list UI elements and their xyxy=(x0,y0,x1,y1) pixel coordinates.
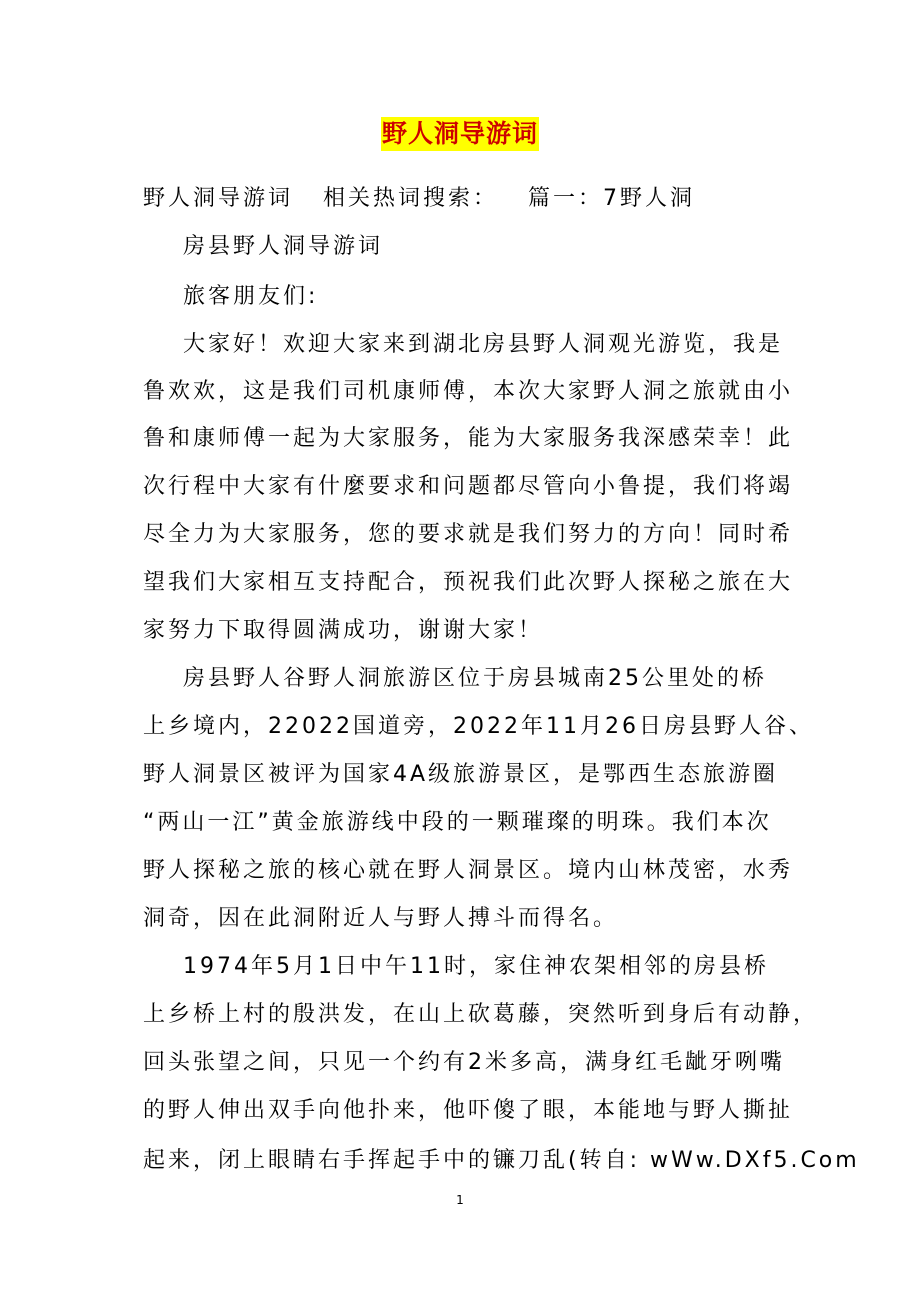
body-line: 房县野人谷野人洞旅游区位于房县城南25公里处的桥 xyxy=(143,666,767,691)
body-line: 鲁和康师傅一起为大家服务，能为大家服务我深感荣幸！此 xyxy=(143,426,794,451)
document-title: 野人洞导游词 xyxy=(381,117,539,151)
body-line: 鲁欢欢，这是我们司机康师傅，本次大家野人洞之旅就由小 xyxy=(143,379,794,404)
body-line: 房县野人洞导游词 xyxy=(143,234,383,259)
body-line: 上乡境内，22022国道旁，2022年11月26日房县野人谷、 xyxy=(143,714,814,739)
body-line: “两山一江”黄金旅游线中段的一颗璀璨的明珠。我们本次 xyxy=(143,810,772,835)
body-line: 野人探秘之旅的核心就在野人洞景区。境内山林茂密，水秀 xyxy=(143,858,794,883)
body-line: 上乡桥上村的殷洪发，在山上砍葛藤，突然听到身后有动静， xyxy=(143,1002,819,1027)
body-line: 回头张望之间，只见一个约有2米多高，满身红毛龇牙咧嘴 xyxy=(143,1050,785,1075)
body-line: 尽全力为大家服务，您的要求就是我们努力的方向！同时希 xyxy=(143,522,794,547)
body-line: 旅客朋友们: xyxy=(143,284,319,309)
body-line: 次行程中大家有什麼要求和问题都尽管向小鲁提，我们将竭 xyxy=(143,474,794,499)
page-number: 1 xyxy=(456,1193,464,1207)
body-line: 望我们大家相互支持配合，预祝我们此次野人探秘之旅在大 xyxy=(143,570,794,595)
body-line: 野人洞景区被评为国家4A级旅游景区，是鄂西生态旅游圈 xyxy=(143,762,779,787)
body-line: 1974年5月1日中午11时，家住神农架相邻的房县桥 xyxy=(143,954,769,979)
title-wrapper xyxy=(0,117,920,151)
body-line: 家努力下取得圆满成功，谢谢大家！ xyxy=(143,618,544,643)
body-line: 野人洞导游词 相关热词搜索： 篇一：7野人洞 xyxy=(143,186,695,211)
body-line: 大家好！欢迎大家来到湖北房县野人洞观光游览，我是 xyxy=(143,332,783,357)
body-line: 洞奇，因在此洞附近人与野人搏斗而得名。 xyxy=(143,906,619,931)
body-line: 的野人伸出双手向他扑来，他吓傻了眼，本能地与野人撕扯 xyxy=(143,1098,794,1123)
body-line: 起来，闭上眼睛右手挥起手中的镰刀乱(转自: wWw.DXf5.Com xyxy=(143,1148,860,1173)
